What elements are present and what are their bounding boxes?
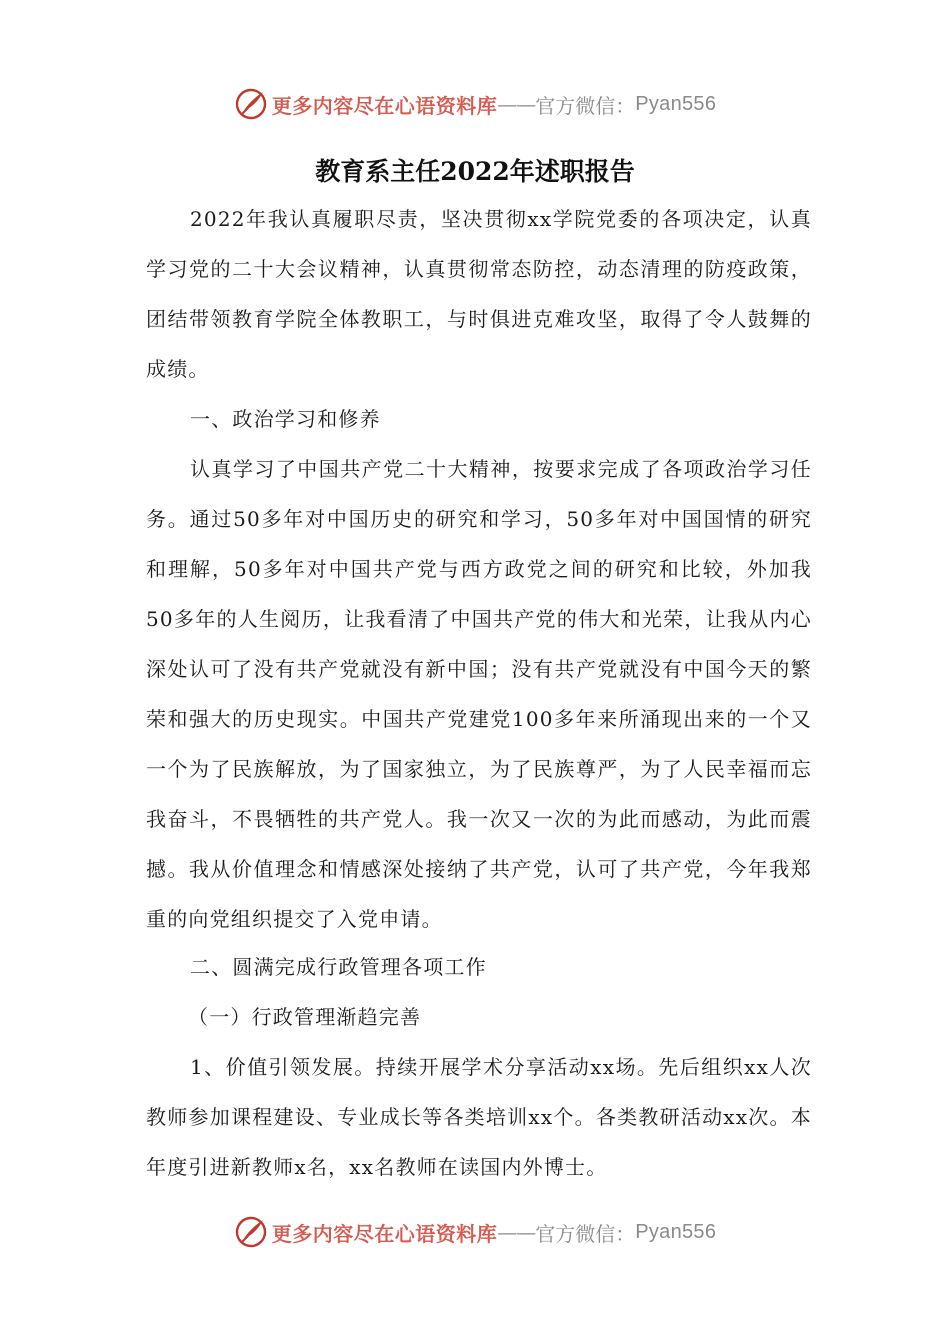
section-1-paragraph: 认真学习了中国共产党二十大精神，按要求完成了各项政治学习任务。通过50多年对中国历史的研究和学习，50多年对中国国情的研究和理解，50多年对中国共产党与西方政党之间的研究和比较，外加我50多年的人生阅历，让我看清了中国共产党的伟大和光荣，让我从内心深处认可了没有共产党就没有新中国；没有共产党就没有中国今天的繁荣和强大的历史现实。中国共产党建党100多年来所涌现出来的一个又一个为了民族解放，为了国家独立，为了民族尊严，为了人民幸福而忘我奋斗，不畏牺牲的共产党人。我一次又一次的为此而感动，为此而震撼。我从价值理念和情感深处接纳了共产党，认可了共产党，今年我郑重的向党组织提交了入党申请。 [146, 457, 812, 931]
banner-wechat-id: Pyan556 [635, 92, 717, 115]
quill-logo-icon [234, 1215, 268, 1249]
banner-library-text: 更多内容尽在心语资料库 [271, 1221, 498, 1246]
banner-library-text: 更多内容尽在心语资料库 [271, 93, 498, 118]
banner-dash: —— [497, 1220, 536, 1244]
item-1-paragraph: 1、价值引领发展。持续开展学术分享活动xx场。先后组织xx人次教师参加课程建设、专业成长等各类培训xx个。各类教研活动xx次。本年度引进新教师x名，xx名教师在读国内外博士。 [146, 1055, 812, 1179]
banner-dash: —— [497, 92, 536, 116]
banner-wechat-label: 官方微信： [535, 1221, 636, 1246]
document-title: 教育系主任2022年述职报告 [315, 157, 635, 186]
quill-logo-icon [234, 87, 268, 121]
subsection-1-heading: （一）行政管理渐趋完善 [188, 1005, 422, 1029]
header-banner [0, 84, 950, 124]
section-1-heading: 一、政治学习和修养 [190, 407, 381, 431]
banner-wechat-label: 官方微信： [535, 93, 636, 118]
banner-wechat-id: Pyan556 [635, 1220, 717, 1243]
section-2-heading: 二、圆满完成行政管理各项工作 [190, 955, 487, 979]
footer-banner [0, 1212, 950, 1252]
intro-paragraph: 2022年我认真履职尽责，坚决贯彻xx学院党委的各项决定，认真学习党的二十大会议精神，认真贯彻常态防控，动态清理的防疫政策，团结带领教育学院全体教职工，与时俱进克难攻坚，取得了令人鼓舞的成绩。 [146, 207, 812, 381]
